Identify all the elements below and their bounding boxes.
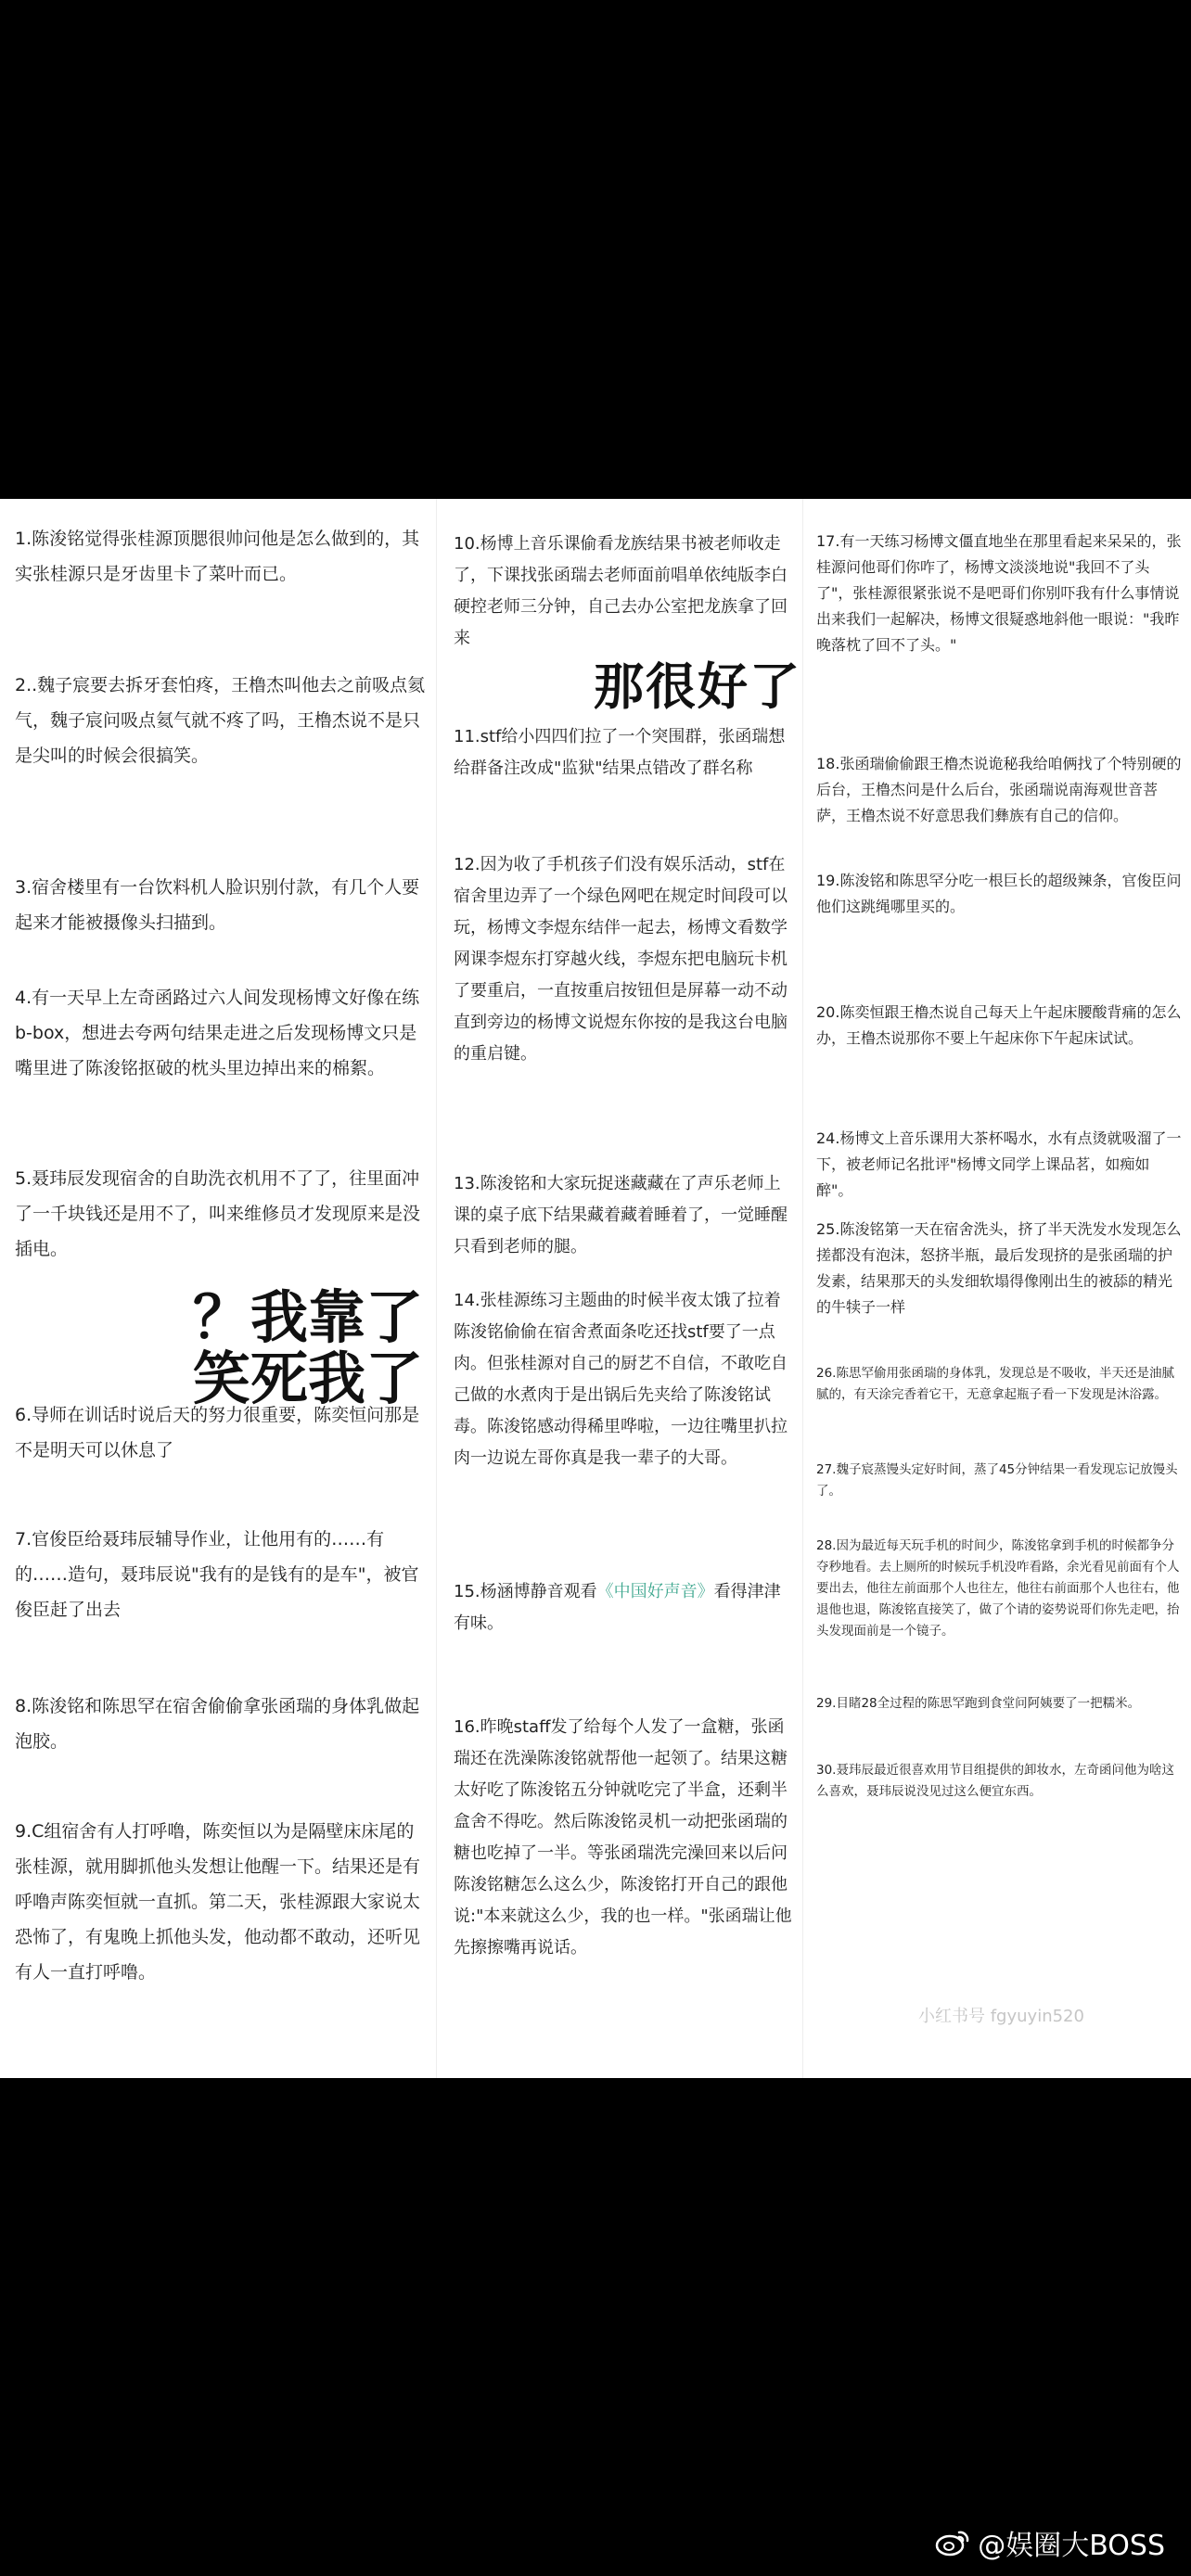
caption-overlay-middle <box>193 1283 424 1412</box>
list-item: 7.官俊臣给聂玮辰辅导作业，让他用有的……有的……造句，聂玮辰说"我有的是钱有的是车"，被官俊臣赶了出去 <box>15 1529 419 1620</box>
list-item: 18.张函瑞偷偷跟王橹杰说诡秘我给咱俩找了个特别硬的后台，王橹杰问是什么后台，张函瑞说南海观世音菩萨，王橹杰说不好意思我们彝族有自己的信仰。 <box>816 755 1182 824</box>
list-item: 1.陈浚铭觉得张桂源顶腮很帅问他是怎么做到的，其实张桂源只是牙齿里卡了菜叶而已。 <box>15 529 420 584</box>
list-item: 14.张桂源练习主题曲的时候半夜太饿了拉着陈浚铭偷偷在宿舍煮面条吃还找stf要了一点肉。但张桂源对自己的厨艺不自信，不敢吃自己做的水煮肉于是出锅后先夹给了陈浚铭试毒。陈浚铭感动得稀里哗啦，一边往嘴里扒拉肉一边说左哥你真是我一辈子的大哥。 <box>454 1291 788 1468</box>
list-item: 11.stf给小四四们拉了一个突围群，张函瑞想给群备注改成"监狱"结果点错改了群名称 <box>454 727 786 778</box>
list-item: 13.陈浚铭和大家玩捉迷藏藏在了声乐老师上课的桌子底下结果藏着藏着睡着了，一觉睡醒只看到老师的腿。 <box>454 1174 788 1256</box>
column-middle <box>436 499 803 2078</box>
list-item: 4.有一天早上左奇函路过六人间发现杨博文好像在练b-box，想进去夸两句结果走进之后发现杨博文只是嘴里进了陈浚铭抠破的枕头里边掉出来的棉絮。 <box>15 988 420 1078</box>
list-item: 9.C组宿舍有人打呼噜，陈奕恒以为是隔壁床床尾的张桂源，就用脚抓他头发想让他醒一下。结果还是有呼噜声陈奕恒就一直抓。第二天，张桂源跟大家说太恐怖了，有鬼晚上抓他头发，他动都不敢动，还听见有人一直打呼噜。 <box>15 1821 421 1983</box>
list-item: 16.昨晚staff发了给每个人发了一盒糖，张函瑞还在洗澡陈浚铭就帮他一起领了。结果这糖太好吃了陈浚铭五分钟就吃完了半盒，还剩半盒舍不得吃。然后陈浚铭灵机一动把张函瑞的糖也吃掉了一半。等张函瑞洗完澡回来以后问陈浚铭糖怎么这么少，陈浚铭打开自己的跟他说:"本来就这么少，我的也一样。"张函瑞让他先擦擦嘴再说话。 <box>454 1717 792 1958</box>
list-item <box>454 1576 795 1639</box>
list-item: 28.因为最近每天玩手机的时间少，陈浚铭拿到手机的时候都争分夺秒地看。去上厕所的时候玩手机没咋看路，余光看见前面有个人要出去，他往左前面那个人也往左，他往右前面那个人也往右，他退他也退，陈浚铭直接笑了，做了个请的姿势说哥们你先走吧，抬头发现面前是一个镜子。 <box>816 1538 1180 1639</box>
highlight-text: 《中国好声音》 <box>596 1582 714 1601</box>
list-item: 29.目睹28全过程的陈思罕跑到食堂问阿姨要了一把糯米。 <box>816 1696 1141 1711</box>
list-item: 10.杨博上音乐课偷看龙族结果书被老师收走了，下课找张函瑞去老师面前唱单依纯版李白硬控老师三分钟，自己去办公室把龙族拿了回来 <box>454 534 788 648</box>
screenshot-document <box>0 499 1191 2078</box>
list-item: 12.因为收了手机孩子们没有娱乐活动，stf在宿舍里边弄了一个绿色网吧在规定时间段可以玩，杨博文李煜东结伴一起去，杨博文看数学网课李煜东打穿越火线，李煜东把电脑玩卡机了要重启，一直按重启按钮但是屏幕一动不动直到旁边的杨博文说煜东你按的是我这台电脑的重启键。 <box>454 855 788 1064</box>
list-item: 20.陈奕恒跟王橹杰说自己每天上午起床腰酸背痛的怎么办，王橹杰说那你不要上午起床你下午起床试试。 <box>816 1003 1182 1047</box>
xiaohongshu-watermark: 小红书号 fgyuyin520 <box>918 2007 1084 2026</box>
caption-line: 笑死我了 <box>193 1345 424 1412</box>
list-item: 3.宿舍楼里有一台饮料机人脸识别付款，有几个人要起来才能被摄像头扫描到。 <box>15 877 420 933</box>
list-item: 17.有一天练习杨博文僵直地坐在那里看起来呆呆的，张桂源问他哥们你咋了，杨博文淡淡地说"我回不了头了"，张桂源很紧张说不是吧哥们你别吓我有什么事情说出来我们一起解决，杨博文很疑惑地斜他一眼说："我昨晚落枕了回不了头。" <box>816 532 1182 654</box>
list-item: 26.陈思罕偷用张函瑞的身体乳，发现总是不吸收，半天还是油腻腻的，有天涂完香着它干，无意拿起瓶子看一下发现是沐浴露。 <box>816 1366 1174 1402</box>
list-item: 5.聂玮辰发现宿舍的自助洗衣机用不了了，往里面冲了一千块钱还是用不了，叫来维修员才发现原来是没插电。 <box>15 1168 421 1259</box>
item-text: 看得津津有味。 <box>454 1582 781 1633</box>
list-item: 30.聂玮辰最近很喜欢用节目组提供的卸妆水，左奇函问他为啥这么喜欢，聂玮辰说没见过这么便宜东西。 <box>816 1763 1174 1799</box>
item-text: 15.杨涵博静音观看 <box>454 1582 597 1601</box>
weibo-credit <box>935 2522 1165 2563</box>
column-right <box>802 499 1191 2078</box>
list-item: 19.陈浚铭和陈思罕分吃一根巨长的超级辣条，官俊臣问他们这跳绳哪里买的。 <box>816 872 1182 915</box>
list-item: 2..魏子宸要去拆牙套怕疼，王橹杰叫他去之前吸点氦气，魏子宸问吸点氦气就不疼了吗，王橹杰说不是只是尖叫的时候会很搞笑。 <box>15 675 426 766</box>
caption-line: ？我靠了 <box>193 1283 424 1351</box>
list-item: 24.杨博文上音乐课用大茶杯喝水，水有点烫就吸溜了一下，被老师记名批评"杨博文同学上课品茗，如痴如醉"。 <box>816 1129 1182 1199</box>
credit-text: @娱圈大BOSS <box>978 2530 1165 2562</box>
list-item: 25.陈浚铭第一天在宿舍洗头，挤了半天洗发水发现怎么搓都没有泡沫，怒挤半瓶，最后发现挤的是张函瑞的护发素，结果那天的头发细软塌得像刚出生的被舔的精光的牛犊子一样 <box>816 1220 1182 1316</box>
list-item: 27.魏子宸蒸馒头定好时间，蒸了45分钟结果一看发现忘记放馒头了。 <box>816 1462 1178 1498</box>
caption-overlay-top: 那很好了 <box>594 657 801 716</box>
weibo-icon <box>935 2529 970 2557</box>
list-item: 6.导师在训话时说后天的努力很重要，陈奕恒问那是不是明天可以休息了 <box>15 1405 420 1460</box>
list-item: 8.陈浚铭和陈思罕在宿舍偷偷拿张函瑞的身体乳做起泡胶。 <box>15 1696 420 1752</box>
